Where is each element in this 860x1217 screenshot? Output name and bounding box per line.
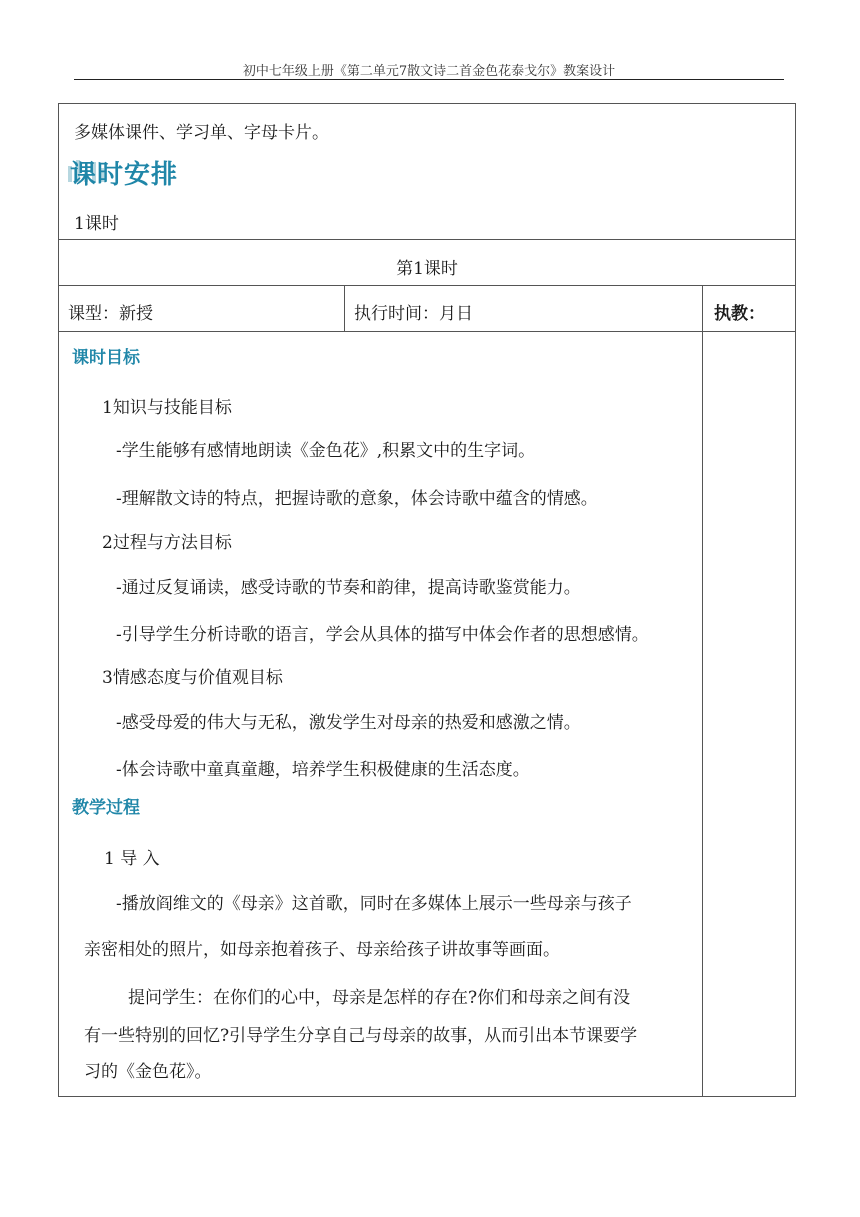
- execution-time: 执行时间：月日: [354, 304, 473, 324]
- schedule-value: 1课时: [74, 214, 119, 234]
- table-col-divider: [344, 285, 345, 331]
- table-rule: [58, 331, 796, 332]
- step-paragraph-line: 提问学生：在你们的心中，母亲是怎样的存在?你们和母亲之间有没: [128, 988, 631, 1008]
- step-paragraph-line: 亲密相处的照片，如母亲抱着孩子、母亲给孩子讲故事等画面。: [84, 940, 560, 960]
- objective-point: -学生能够有感情地朗读《金色花》,积累文中的生字词。: [116, 441, 536, 461]
- document-header: 初中七年级上册《第二单元7散文诗二首金色花泰戈尔》教案设计: [242, 64, 616, 79]
- objectives-heading: 课时目标: [72, 348, 140, 368]
- table-col-divider: [702, 285, 703, 1097]
- lesson-type: 课型：新授: [68, 304, 153, 324]
- step-paragraph-line: 习的《金色花》。: [84, 1062, 212, 1082]
- table-rule: [58, 285, 796, 286]
- header-rule: [74, 79, 784, 80]
- process-heading: 教学过程: [72, 798, 140, 818]
- schedule-heading: 课时安排: [70, 160, 179, 190]
- teacher-label: 执教：: [714, 304, 765, 324]
- objective-title: 2过程与方法目标: [102, 533, 232, 553]
- step-title: 1 导 入: [104, 849, 160, 869]
- step-paragraph-line: 有一些特别的回忆?引导学生分享自己与母亲的故事，从而引出本节课要学: [84, 1026, 638, 1046]
- objective-point: -通过反复诵读，感受诗歌的节奏和韵律，提高诗歌鉴赏能力。: [116, 578, 581, 598]
- objective-title: 1知识与技能目标: [102, 398, 232, 418]
- resources-text: 多媒体课件、学习单、字母卡片。: [74, 123, 329, 143]
- objective-point: -引导学生分析诗歌的语言，学会从具体的描写中体会作者的思想感情。: [116, 625, 649, 645]
- objective-point: -感受母爱的伟大与无私，激发学生对母亲的热爱和感激之情。: [116, 713, 581, 733]
- step-paragraph-line: -播放阎维文的《母亲》这首歌，同时在多媒体上展示一些母亲与孩子: [116, 894, 632, 914]
- objective-point: -理解散文诗的特点，把握诗歌的意象，体会诗歌中蕴含的情感。: [116, 489, 598, 509]
- objective-title: 3情感态度与价值观目标: [102, 668, 283, 688]
- objective-point: -体会诗歌中童真童趣，培养学生积极健康的生活态度。: [116, 760, 530, 780]
- table-rule: [58, 239, 796, 240]
- lesson-title: 第1课时: [396, 259, 458, 279]
